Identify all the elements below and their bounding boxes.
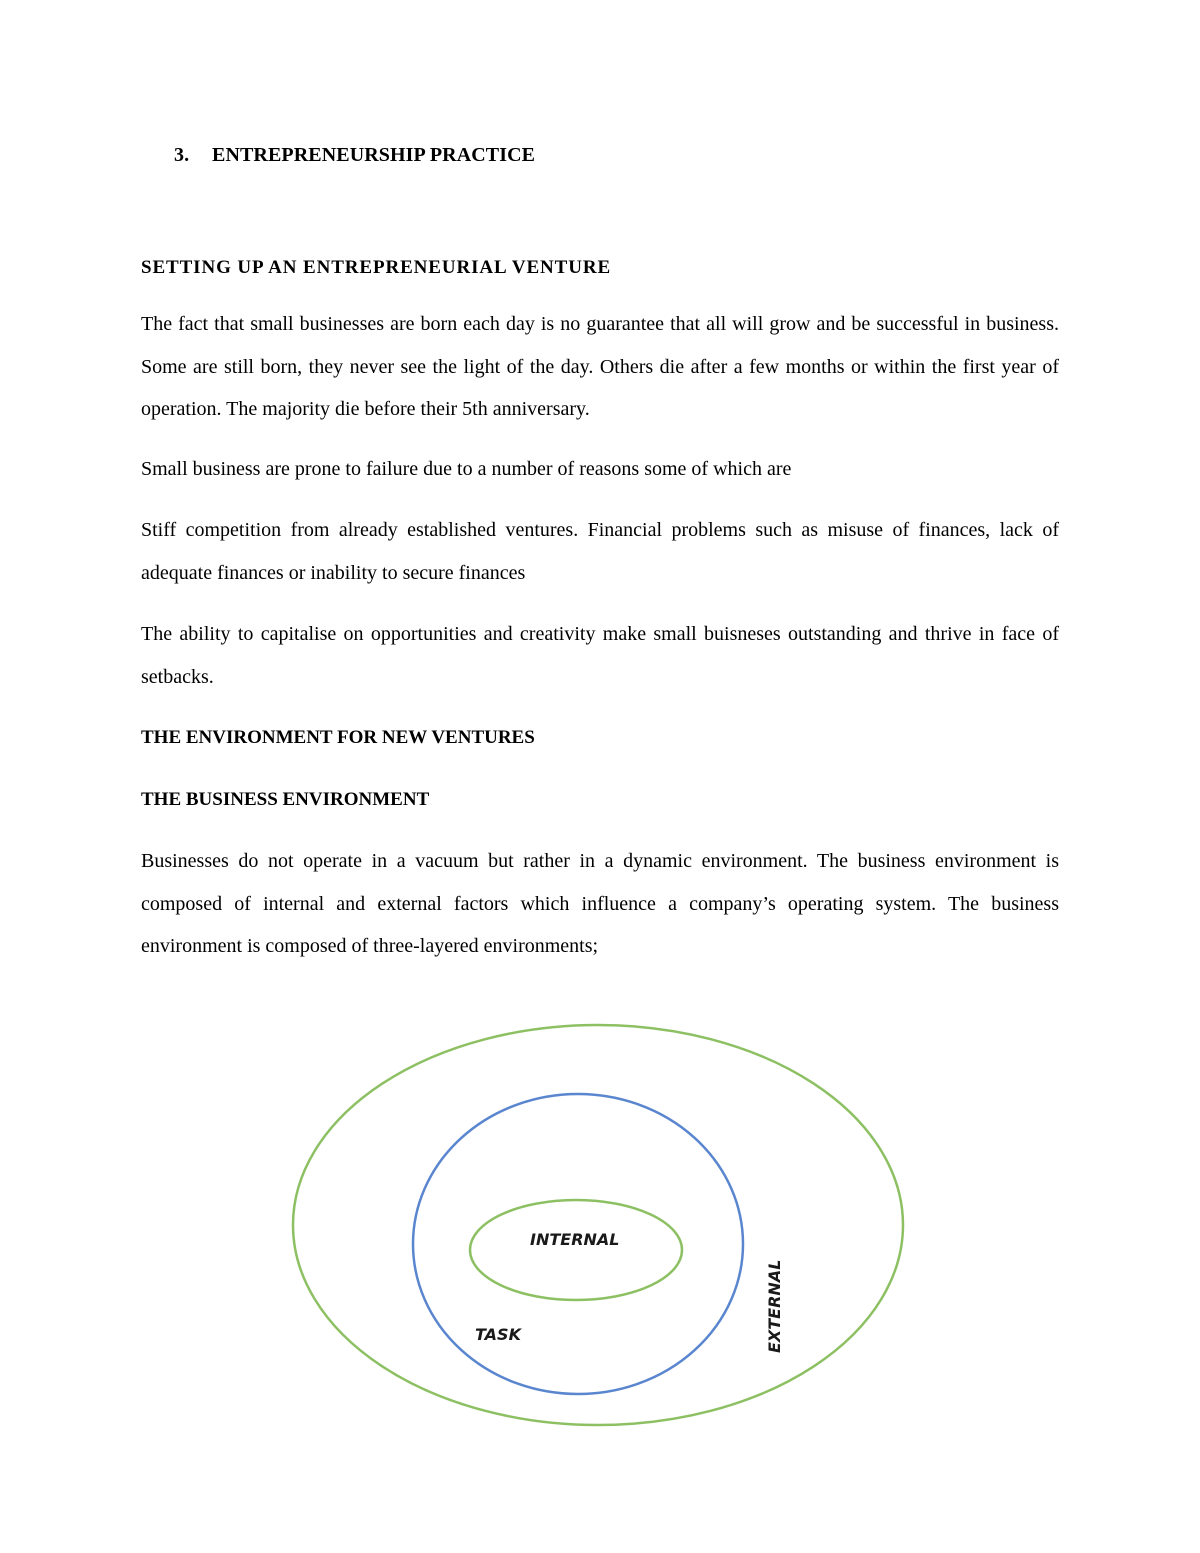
paragraph-born-each-day: The fact that small businesses are born each day is no guarantee that all will grow and be successful in business. Some are still born, they never see the light of the day. Others die after a few months or within the first year of operation. The majority die before their 5th anniversary.	[141, 313, 1059, 420]
section-number: 3.	[174, 144, 190, 166]
internal-label: INTERNAL	[530, 1230, 620, 1249]
paragraph-business-vacuum: Businesses do not operate in a vacuum but rather in a dynamic environment. The business environment is composed of internal and external factors which influence a company’s operating system. The business environment is composed of three-layered environments;	[141, 850, 1059, 957]
paragraph-capitalise: The ability to capitalise on opportunities and creativity make small buisneses outstanding and thrive in face of setbacks.	[141, 623, 1059, 688]
external-environment-ring	[293, 1025, 903, 1425]
internal-environment-ring	[470, 1200, 682, 1300]
section-title: ENTREPRENEURSHIP PRACTICE	[212, 144, 536, 166]
environment-diagram	[290, 1020, 906, 1430]
paragraph-prone-to-failure: Small business are prone to failure due to a number of reasons some of which are	[141, 457, 792, 480]
heading-setting-up: SETTING UP AN ENTREPRENEURIAL VENTURE	[141, 257, 612, 278]
document-content	[141, 136, 1059, 968]
external-label: EXTERNAL	[765, 1259, 784, 1353]
section-heading	[141, 136, 1059, 174]
heading-environment-new-ventures: THE ENVIRONMENT FOR NEW VENTURES	[141, 727, 535, 748]
task-label: TASK	[475, 1325, 521, 1344]
paragraph-stiff-competition: Stiff competition from already established ventures. Financial problems such as misuse of finances, lack of adequate finances or inability to secure finances	[141, 519, 1059, 584]
heading-business-environment: THE BUSINESS ENVIRONMENT	[141, 789, 430, 810]
